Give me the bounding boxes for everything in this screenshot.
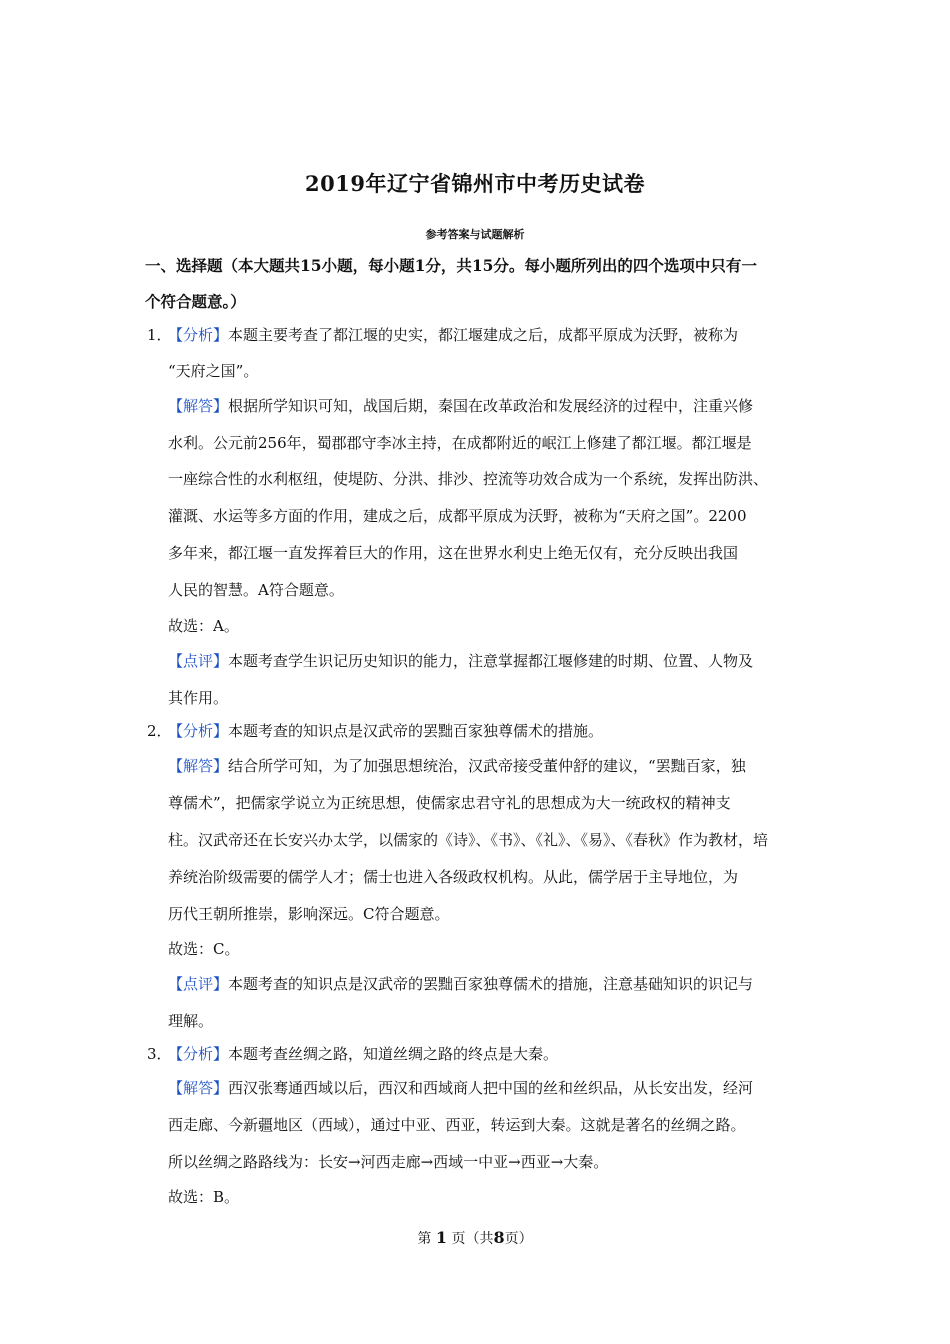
answer-line: 柱。汉武帝还在长安兴办太学，以儒家的《诗》、《书》、《礼》、《易》、《春秋》作为教材，培 (168, 831, 769, 849)
page-title: 2019年辽宁省锦州市中考历史试卷 (305, 171, 645, 196)
section-heading-line-2: 个符合题意。） (145, 292, 246, 311)
answer-line: 西走廊、今新疆地区（西域），通过中亚、西亚，转运到大秦。这就是著名的丝绸之路。 (168, 1116, 746, 1134)
analysis-tag: 【分析】 (168, 1045, 229, 1063)
answer-line: 【解答】根据所学知识可知，战国后期，秦国在改革政治和发展经济的过程中，注重兴修 (168, 397, 754, 415)
answer-line: 水利。公元前256年，蜀郡郡守李冰主持，在成都附近的岷江上修建了都江堰。都江堰是 (168, 434, 752, 452)
answer-line: 人民的智慧。A符合题意。 (168, 581, 344, 599)
page-subtitle: 参考答案与试题解析 (425, 228, 525, 241)
choice-line: 故选：A。 (168, 617, 239, 635)
analysis-line: 【分析】本题考查的知识点是汉武帝的罢黜百家独尊儒术的措施。 (168, 722, 604, 740)
comment-tag: 【点评】 (168, 975, 229, 993)
total-page-count: 8 (493, 1228, 505, 1247)
answer-tag: 【解答】 (168, 397, 229, 415)
analysis-tag: 【分析】 (168, 722, 229, 740)
page-footer: 第 1 页（共8页） (417, 1228, 533, 1247)
analysis-tag: 【分析】 (168, 326, 229, 344)
analysis-line: 【分析】本题主要考查了都江堰的史实，都江堰建成之后，成都平原成为沃野，被称为 (168, 326, 739, 344)
section-heading-line-1: 一、选择题（本大题共15小题，每小题1分，共15分。每小题所列出的四个选项中只有一 (145, 256, 757, 275)
answer-line: 养统治阶级需要的儒学人才；儒士也进入各级政权机构。从此，儒学居于主导地位，为 (168, 868, 739, 886)
answer-line: 一座综合性的水利枢纽，使堤防、分洪、排沙、控流等功效合成为一个系统，发挥出防洪、 (168, 470, 769, 488)
comment-line: 【点评】本题考查的知识点是汉武帝的罢黜百家独尊儒术的措施，注意基础知识的识记与 (168, 975, 754, 993)
comment-tag: 【点评】 (168, 652, 229, 670)
analysis-line: “天府之国”。 (168, 362, 259, 380)
analysis-line: 【分析】本题考查丝绸之路，知道丝绸之路的终点是大秦。 (168, 1045, 559, 1063)
answer-line: 多年来，都江堰一直发挥着巨大的作用，这在世界水利史上绝无仅有，充分反映出我国 (168, 544, 739, 562)
question-number: 3． (147, 1045, 172, 1063)
question-number: 1． (147, 326, 172, 344)
answer-tag: 【解答】 (168, 757, 229, 775)
choice-line: 故选：B。 (168, 1188, 240, 1206)
choice-line: 故选：C。 (168, 940, 240, 958)
answer-line: 所以丝绸之路路线为：长安→河西走廊→西域一中亚→西亚→大秦。 (168, 1153, 609, 1171)
answer-line: 灌溉、水运等多方面的作用，建成之后，成都平原成为沃野，被称为“天府之国”。2200 (168, 507, 747, 525)
answer-line: 历代王朝所推崇，影响深远。C符合题意。 (168, 905, 450, 923)
current-page-number: 1 (435, 1228, 447, 1247)
answer-line: 【解答】结合所学可知，为了加强思想统治，汉武帝接受董仲舒的建议，“罢黜百家，独 (168, 757, 746, 775)
comment-line: 【点评】本题考查学生识记历史知识的能力，注意掌握都江堰修建的时期、位置、人物及 (168, 652, 754, 670)
answer-line: 尊儒术”，把儒家学说立为正统思想，使儒家忠君守礼的思想成为大一统政权的精神支 (168, 794, 731, 812)
answer-line: 【解答】西汉张骞通西域以后，西汉和西域商人把中国的丝和丝织品，从长安出发，经河 (168, 1079, 754, 1097)
answer-tag: 【解答】 (168, 1079, 229, 1097)
comment-line: 理解。 (168, 1012, 214, 1030)
comment-line: 其作用。 (168, 689, 229, 707)
question-number: 2． (147, 722, 172, 740)
